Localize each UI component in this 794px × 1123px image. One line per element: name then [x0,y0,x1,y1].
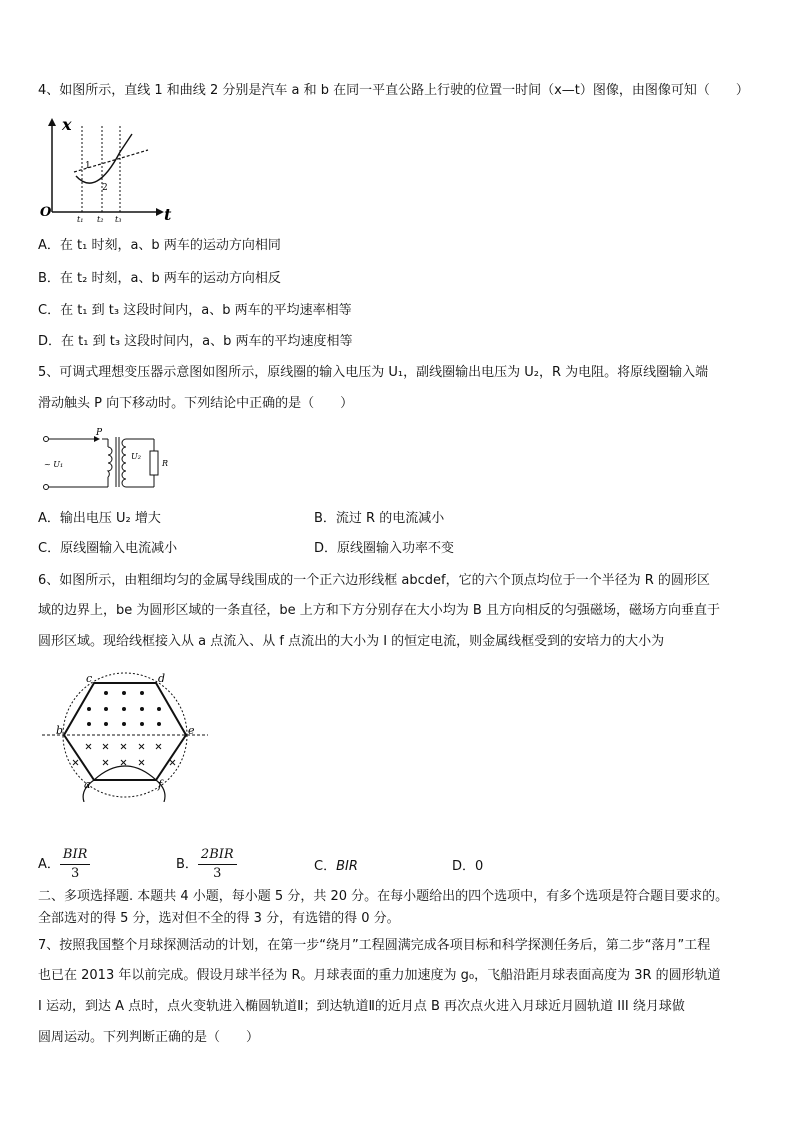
q6-vertex-c: c [86,672,93,685]
section2-line2: 全部选对的得 5 分，选对但不全的得 3 分，有选错的得 0 分。 [38,911,400,926]
q4-curve-label-2: 2 [102,183,108,193]
q5-stem-line2: 滑动触头 P 向下移动时。下列结论中正确的是（ ） [38,396,354,411]
q6-vertex-f: f [158,778,163,791]
q6-vertex-a: a [84,778,91,791]
q4-t3: t₃ [115,215,122,224]
q6-option-c-text: BIR [336,859,358,874]
q4-axis-t: t [164,205,172,224]
q4-xt-graph [36,112,186,224]
q6-option-a-numerator: BIR [60,846,90,865]
q6-option-b [176,846,237,883]
q6-vertex-b: b [56,724,64,737]
q5-transformer-diagram [36,425,176,495]
q4-option-c: C．在 t₁ 到 t₃ 这段时间内，a、b 两车的平均速率相等 [38,303,352,318]
q5-option-c: C．原线圈输入电流减小 [38,541,178,556]
q4-stem: 4、如图所示，直线 1 和曲线 2 分别是汽车 a 和 b 在同一平直公路上行驶的位置一时间（x—t）图像，由图像可知（ ） [38,83,749,98]
q6-option-b-numerator: 2BIR [198,846,237,865]
q6-option-a-label: A． [38,857,60,872]
q4-origin: O [40,205,52,220]
q6-vertex-e: e [188,724,195,737]
q6-option-a-denominator: 3 [71,866,80,881]
q6-vertex-d: d [158,672,166,685]
q5-option-d: D．原线圈输入功率不变 [314,541,455,556]
q4-axis-x: x [62,115,72,134]
q6-stem-line2: 域的边界上，be 为圆形区域的一条直径，be 上方和下方分别存在大小均为 B 且方向相反的匀强磁场，磁场方向垂直于 [38,603,720,618]
q4-t2: t₂ [97,215,104,224]
q6-stem-line1: 6、如图所示，由粗细均匀的金属导线围成的一个正六边形线框 abcdef，它的六个顶点均位于一个半径为 R 的圆形区 [38,573,710,588]
q5-option-b: B．流过 R 的电流减小 [314,511,445,526]
q6-option-c [314,858,358,876]
q6-stem-line3: 圆形区域。现给线框接入从 a 点流入、从 f 点流出的大小为 I 的恒定电流，则金属线框受到的安培力的大小为 [38,634,665,649]
q6-option-b-label: B． [176,857,198,872]
q7-line4: 圆周运动。下列判断正确的是（ ） [38,1030,260,1045]
q6-option-c-label: C． [314,859,337,874]
q6-option-a-fraction [60,846,90,883]
q7-line2: 也已在 2013 年以前完成。假设月球半径为 R。月球表面的重力加速度为 g₀，飞船沿距月球表面高度为 3R 的圆形轨道 [38,968,721,983]
q5-stem-line1: 5、可调式理想变压器示意图如图所示，原线圈的输入电压为 U₁，副线圈输出电压为 U₂，R 为电阻。将原线圈输入端 [38,365,709,380]
q4-option-b: B．在 t₂ 时刻，a、b 两车的运动方向相反 [38,271,281,286]
q4-option-a: A．在 t₁ 时刻，a、b 两车的运动方向相同 [38,238,281,253]
q4-curve-label-1: 1 [85,161,91,171]
q6-option-b-denominator: 3 [213,866,222,881]
q5-label-u1: ~ U₁ [44,460,64,469]
q5-label-u2: U₂ [131,452,141,461]
q6-option-d-text: 0 [475,859,484,874]
section2-line1: 二、多项选择题. 本题共 4 小题，每小题 5 分，共 20 分。在每小题给出的四个选项中，有多个选项是符合题目要求的。 [38,889,729,904]
q6-hexagon-diagram [40,672,210,802]
q4-t1: t₁ [77,215,84,224]
q7-line3: I 运动，到达 A 点时，点火变轨进入椭圆轨道Ⅱ；到达轨道Ⅱ的近月点 B 再次点火进入月球近月圆轨道 III 绕月球做 [38,999,685,1014]
q5-option-a: A．输出电压 U₂ 增大 [38,511,161,526]
q5-label-p: P [96,428,103,438]
q6-option-a [38,846,90,883]
q4-option-d: D．在 t₁ 到 t₃ 这段时间内，a、b 两车的平均速度相等 [38,334,353,349]
q6-option-b-fraction [198,846,237,883]
q5-label-r: R [162,459,169,468]
q7-line1: 7、按照我国整个月球探测活动的计划，在第一步“绕月”工程圆满完成各项目标和科学探测任务后，第二步“落月”工程 [38,938,711,953]
q6-option-d [452,858,483,876]
q6-option-d-label: D． [452,859,476,874]
